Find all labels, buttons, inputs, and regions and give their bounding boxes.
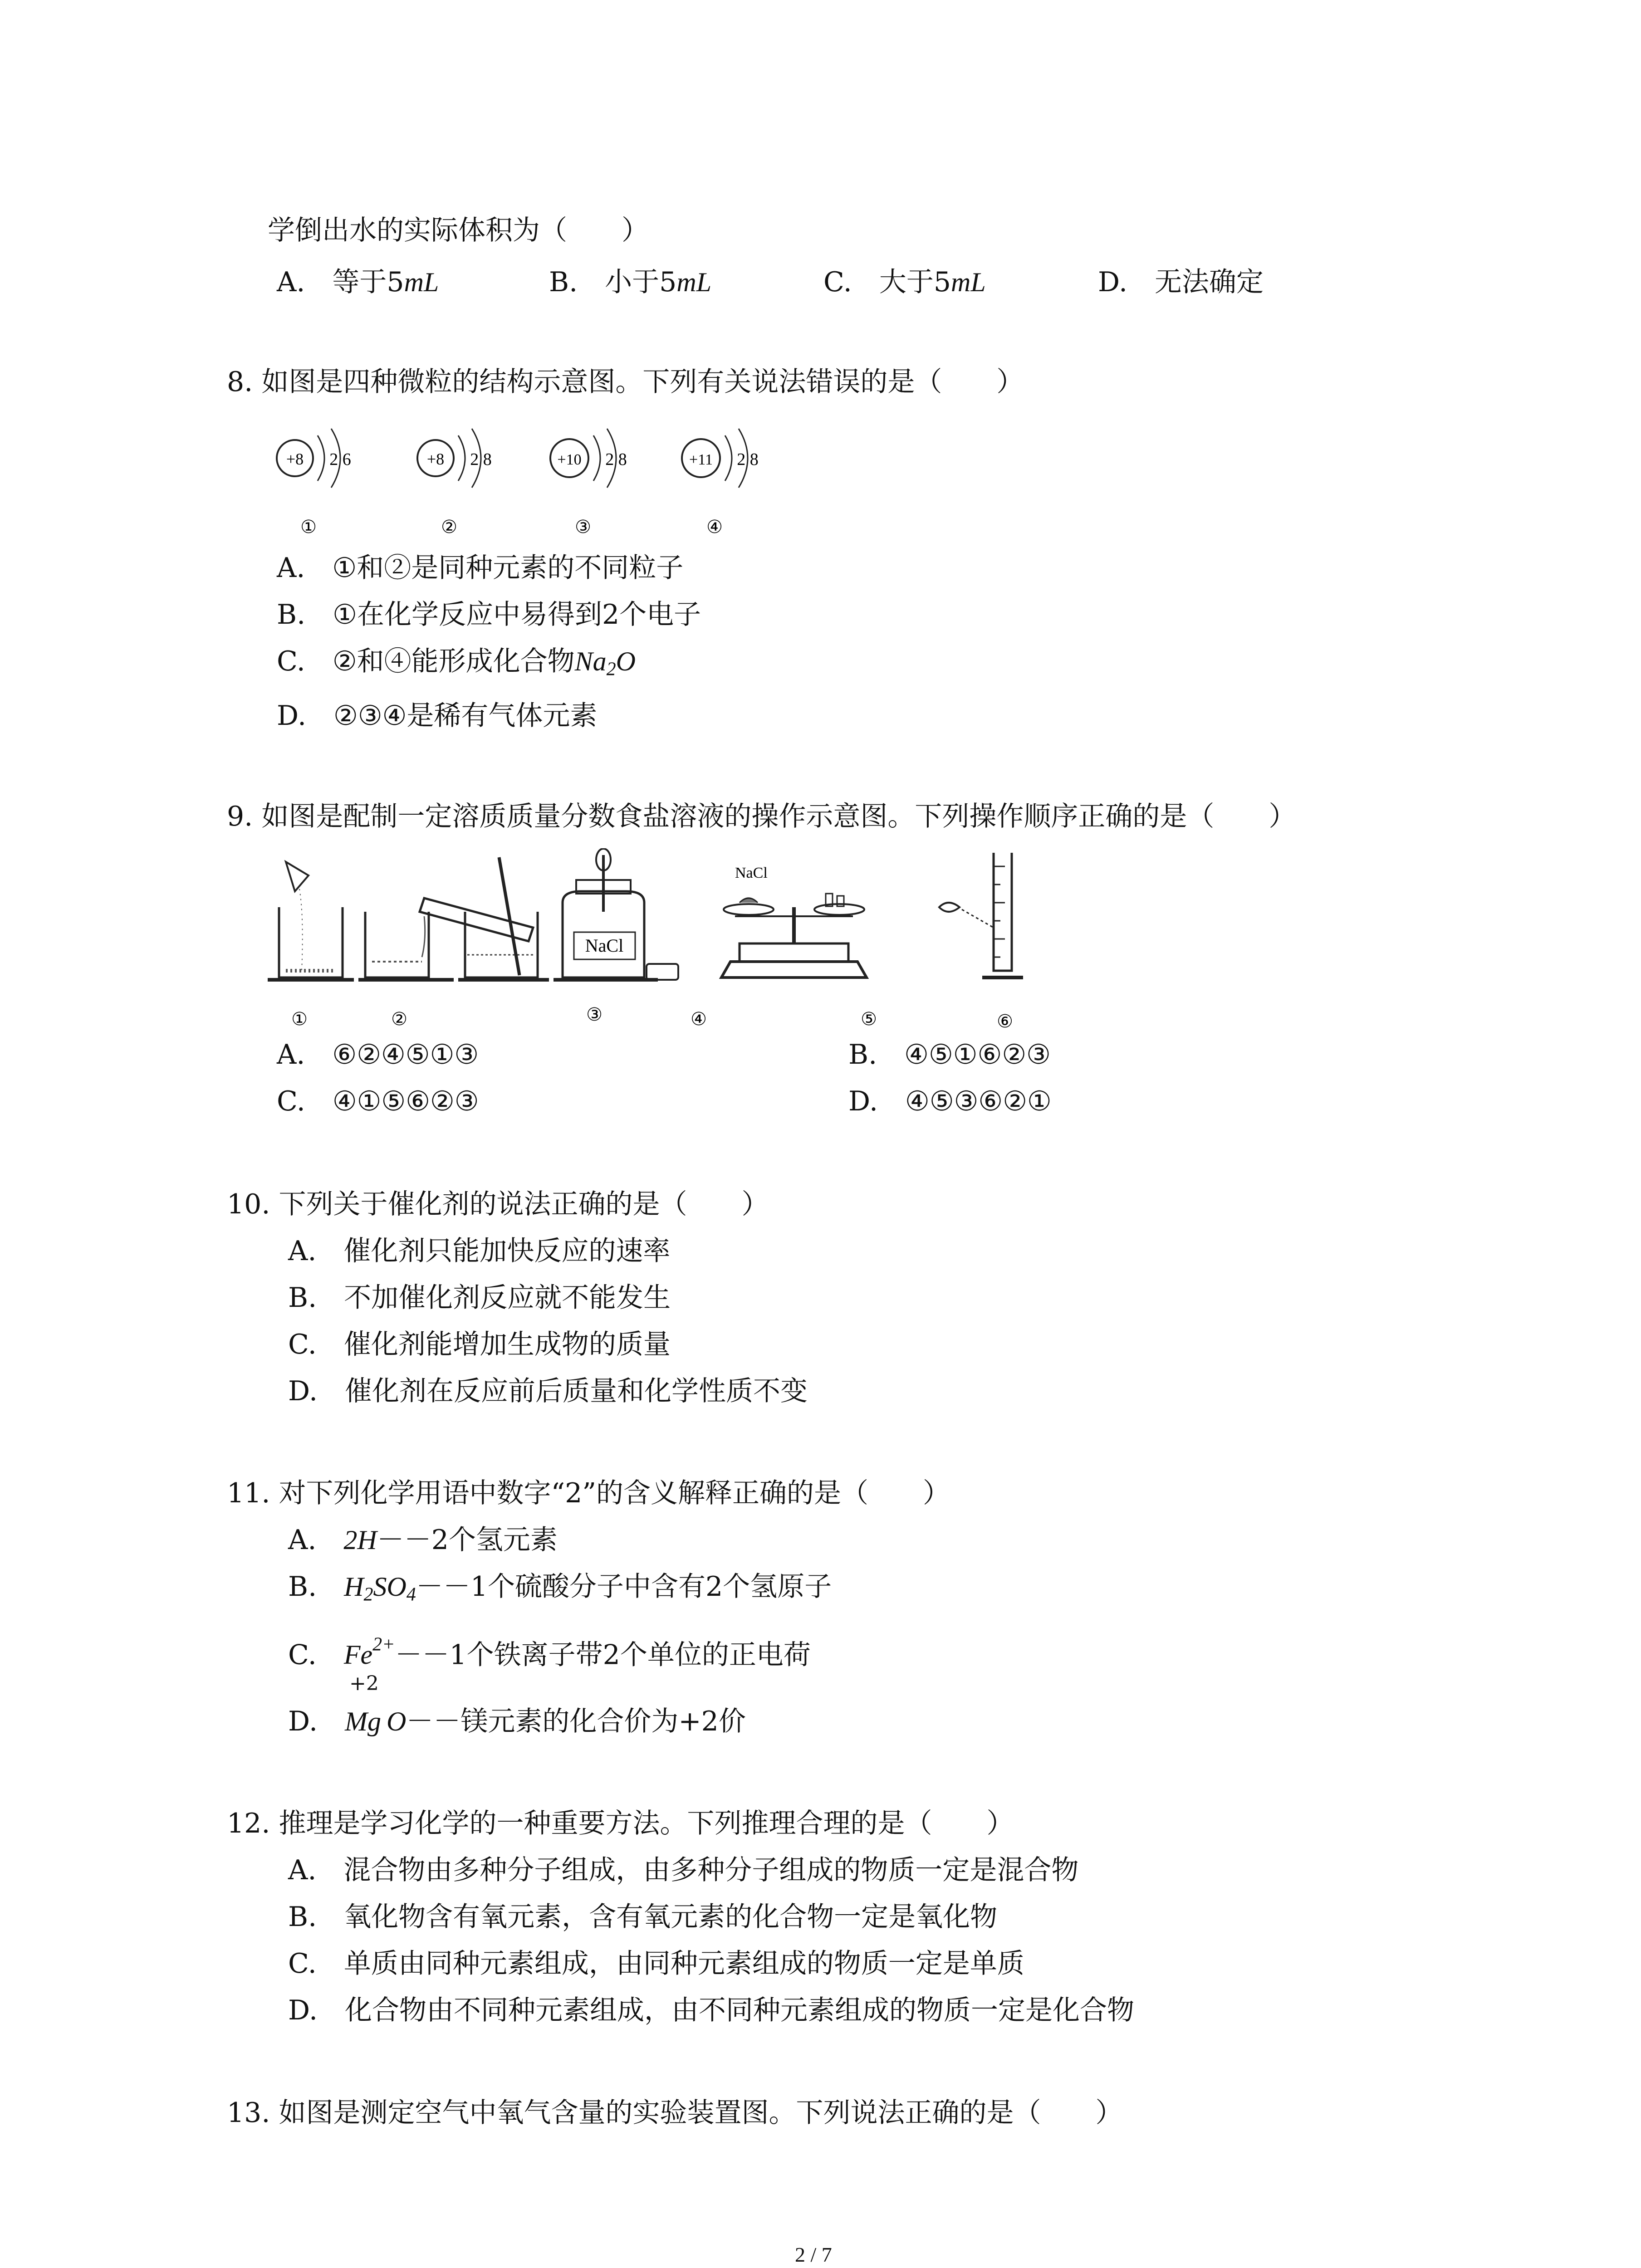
option-label: C. <box>823 266 852 298</box>
graduated-cylinder-icon <box>939 853 1023 978</box>
option-label: C. <box>277 1085 305 1117</box>
option-label: B. <box>848 1039 877 1070</box>
q13-stem: 13. 如图是测定空气中氧气含量的实验装置图。下列说法正确的是（ ） <box>227 2097 1123 2129</box>
option-label: D. <box>288 1375 318 1407</box>
q7-option-c[interactable] <box>823 266 986 298</box>
figure-marker: ⑤ <box>861 1009 877 1029</box>
option-text: 混合物由多种分子组成，由多种分子组成的物质一定是混合物 <box>343 1854 1079 1886</box>
option-label: B. <box>277 599 306 631</box>
electron-shells: 2 8 <box>605 450 627 469</box>
unit: mL <box>676 267 712 297</box>
option-label: D. <box>1098 266 1128 298</box>
option-label: A. <box>277 552 305 584</box>
weighing-label: NaCl <box>735 865 768 881</box>
option-label: C. <box>288 1329 317 1360</box>
option-label: A. <box>288 1854 317 1886</box>
figure-marker: ① <box>291 1009 308 1029</box>
atom-structure-figure <box>254 422 798 549</box>
valence-mark: +2 <box>349 1672 379 1695</box>
option-label: A. <box>288 1235 317 1267</box>
figure-marker: ① <box>300 517 317 537</box>
option-text: 催化剂能增加生成物的质量 <box>343 1329 671 1360</box>
option-label: C. <box>288 1948 317 1980</box>
option-label: A. <box>277 266 305 298</box>
q12-option-a[interactable] <box>288 1854 1079 1886</box>
balance-scale-icon <box>721 865 867 978</box>
option-text: 化合物由不同种元素组成，由不同种元素组成的物质一定是化合物 <box>345 1994 1135 2026</box>
reagent-label: NaCl <box>585 935 624 956</box>
option-label: B. <box>288 1282 317 1314</box>
q10-option-a[interactable] <box>288 1237 670 1265</box>
option-label: A. <box>288 1524 317 1556</box>
q9-option-a[interactable] <box>277 1041 479 1068</box>
option-label: D. <box>848 1085 878 1117</box>
option-text: 催化剂只能加快反应的速率 <box>343 1235 671 1267</box>
nucleus-charge: +10 <box>557 451 582 468</box>
option-text: 氧化物含有氧元素，含有氧元素的化合物一定是氧化物 <box>344 1901 998 1933</box>
atom-diagram-4 <box>682 429 759 537</box>
page-number: 2 / 7 <box>795 2243 832 2266</box>
option-text: 小于5 <box>605 266 677 298</box>
option-text: 不加催化剂反应就不能发生 <box>344 1282 671 1314</box>
q9-stem: 9. 如图是配制一定溶质质量分数食盐溶液的操作示意图。下列操作顺序正确的是（ ） <box>227 801 1296 832</box>
q8-option-d[interactable] <box>277 700 598 732</box>
option-label: A. <box>277 1039 305 1070</box>
atom-diagram-2 <box>417 429 492 537</box>
q12-option-b[interactable] <box>288 1903 997 1931</box>
option-label: D. <box>288 1994 318 2026</box>
unit: mL <box>404 267 439 297</box>
figure-marker: ② <box>391 1009 407 1029</box>
nucleus-charge: +8 <box>426 450 445 468</box>
option-text: 等于5 <box>332 266 404 298</box>
q7-option-d[interactable] <box>1098 266 1264 298</box>
atom-diagram-3 <box>550 429 627 537</box>
figure-marker: ⑥ <box>997 1011 1013 1031</box>
option-text: 单质由同种元素组成，由同种元素组成的物质一定是单质 <box>343 1948 1024 1980</box>
chemical-formula: 2H <box>343 1525 377 1555</box>
option-label: B. <box>288 1901 317 1933</box>
nucleus-charge: +8 <box>286 450 304 468</box>
figure-marker: ④ <box>706 517 723 537</box>
option-text: 大于5 <box>879 266 951 298</box>
option-text: ④⑤③⑥②① <box>905 1085 1052 1117</box>
option-text: ④⑤①⑥②③ <box>904 1039 1051 1070</box>
chemical-formula: $Fe^{2+}$ <box>343 1634 395 1670</box>
option-text: －－镁元素的化合价为+2价 <box>406 1706 746 1737</box>
q11-option-a[interactable] <box>288 1526 558 1554</box>
option-label: B. <box>549 266 578 298</box>
q9-option-c[interactable] <box>277 1085 479 1117</box>
q10-option-c[interactable] <box>288 1331 671 1358</box>
chemical-formula: $Na_2O$ <box>574 646 636 680</box>
option-text: ⑥②④⑤①③ <box>332 1039 479 1070</box>
q7-option-a[interactable] <box>277 266 439 298</box>
electron-shells: 2 8 <box>737 450 759 469</box>
electron-shells: 2 6 <box>329 450 351 469</box>
solution-prep-figure <box>268 848 1084 1039</box>
nacl-reagent-bottle-icon <box>554 849 678 980</box>
option-text: －－1个铁离子带2个单位的正电荷 <box>395 1639 811 1671</box>
figure-marker: ③ <box>575 517 591 537</box>
option-label: B. <box>288 1571 317 1603</box>
q9-option-b[interactable] <box>848 1041 1051 1068</box>
option-text: ②和④能形成化合物 <box>332 645 575 677</box>
q10-option-b[interactable] <box>288 1282 671 1314</box>
option-text: 无法确定 <box>1155 266 1264 298</box>
q12-option-c[interactable] <box>288 1948 1024 1980</box>
option-label: D. <box>288 1706 318 1737</box>
q12-stem: 12. 推理是学习化学的一种重要方法。下列推理合理的是（ ） <box>227 1808 1014 1839</box>
option-text: 催化剂在反应前后质量和化学性质不变 <box>345 1375 808 1407</box>
option-text: －－2个氢元素 <box>377 1524 558 1556</box>
q8-option-a[interactable] <box>277 554 683 582</box>
q11-option-c[interactable] <box>288 1634 811 1671</box>
option-text: ④①⑤⑥②③ <box>332 1085 479 1117</box>
q10-option-d[interactable] <box>288 1375 808 1407</box>
q7-stem-tail: 学倒出水的实际体积为（ ） <box>268 215 649 246</box>
option-label: C. <box>288 1639 317 1671</box>
atom-diagram-1 <box>277 429 351 537</box>
electron-shells: 2 8 <box>470 450 492 469</box>
option-text: ①和②是同种元素的不同粒子 <box>332 552 684 584</box>
chemical-formula: $H_2SO_4$ <box>344 1572 416 1605</box>
q8-stem: 8. 如图是四种微粒的结构示意图。下列有关说法错误的是（ ） <box>227 366 1024 398</box>
chemical-formula: Mg O <box>345 1706 407 1736</box>
option-text: ②③④是稀有气体元素 <box>333 700 598 732</box>
q7-option-b[interactable] <box>549 266 712 298</box>
figure-marker: ② <box>441 517 457 537</box>
option-label: D. <box>277 700 307 732</box>
q10-stem: 10. 下列关于催化剂的说法正确的是（ ） <box>227 1188 769 1220</box>
option-label: C. <box>277 645 305 677</box>
q8-option-b[interactable] <box>277 599 701 631</box>
q8-option-c[interactable] <box>277 645 636 680</box>
q11-stem: 11. 对下列化学用语中数字“2”的含义解释正确的是（ ） <box>227 1477 950 1509</box>
unit: mL <box>951 267 986 297</box>
q12-option-d[interactable] <box>288 1994 1135 2026</box>
option-text: －－1个硫酸分子中含有2个氢原子 <box>416 1571 832 1603</box>
figure-marker: ③ <box>586 1004 603 1025</box>
option-text: ①在化学反应中易得到2个电子 <box>333 599 701 631</box>
q11-option-b[interactable] <box>288 1573 832 1604</box>
q9-option-d[interactable] <box>848 1085 1052 1117</box>
q11-option-d[interactable] <box>288 1708 746 1735</box>
beaker-pour-solid-icon <box>268 862 354 980</box>
nucleus-charge: +11 <box>689 451 713 468</box>
figure-marker: ④ <box>691 1009 707 1029</box>
